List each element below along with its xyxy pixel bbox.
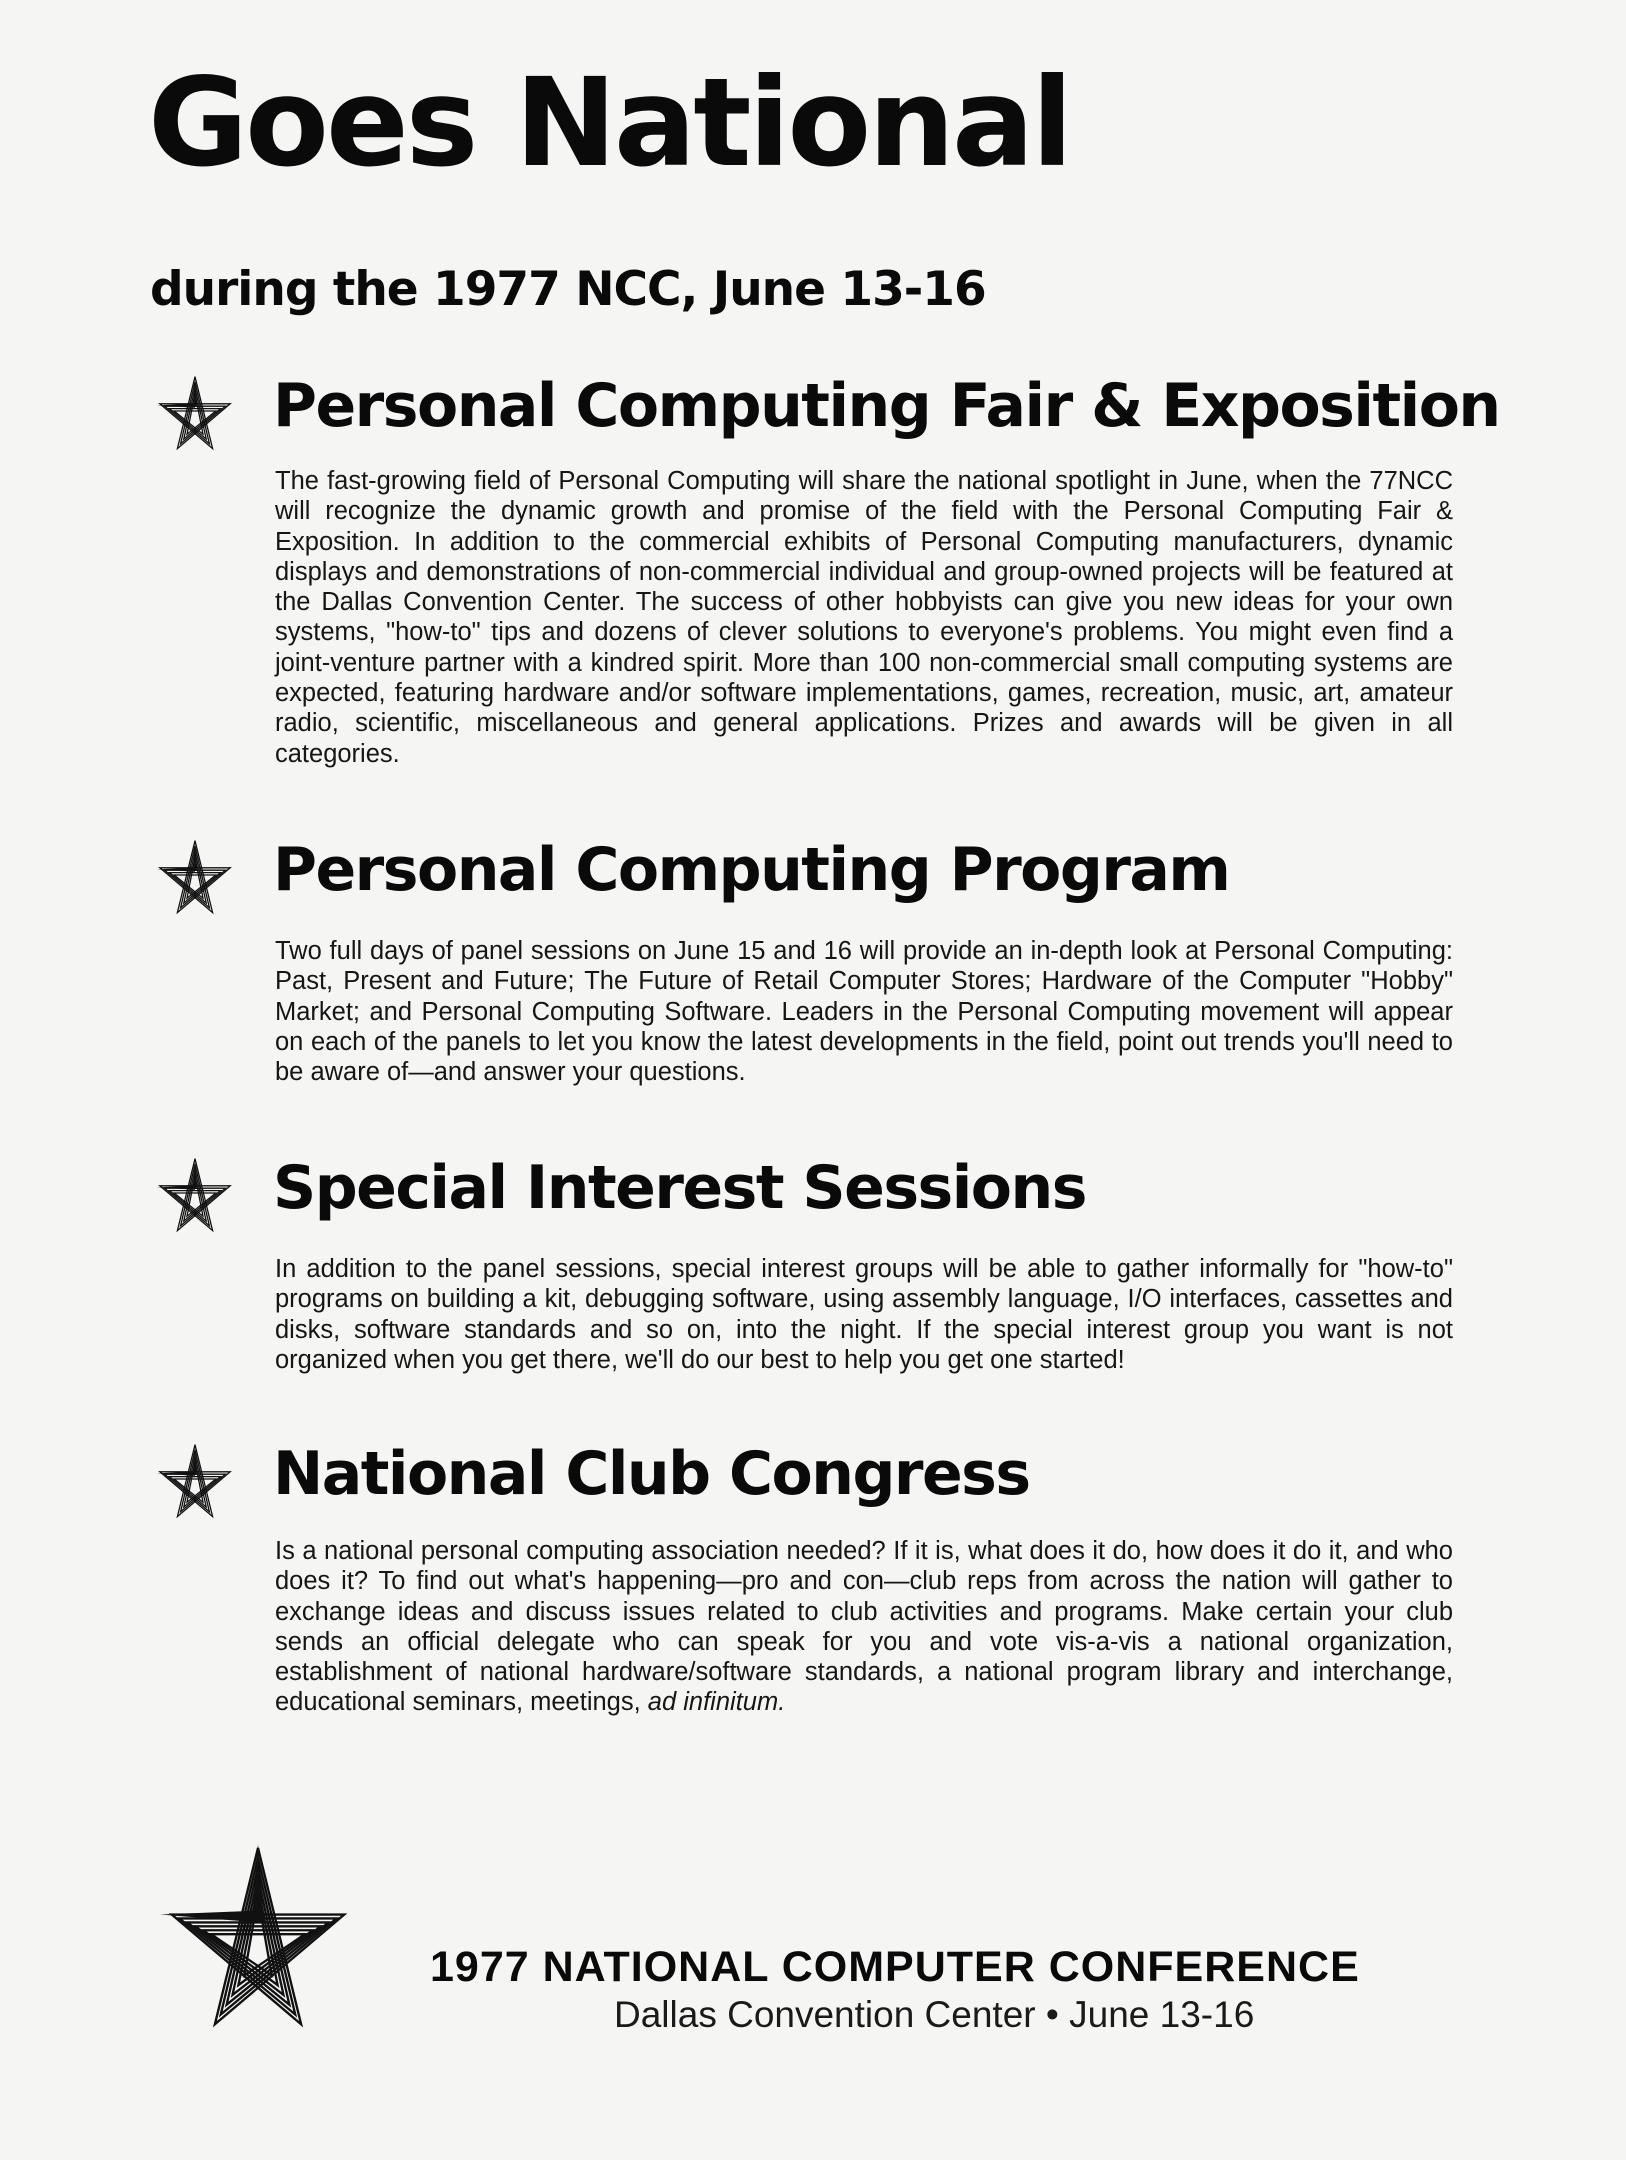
star-icon	[155, 372, 235, 458]
section-body-text: Is a national personal computing association needed? If it is, what does it do, how does it do it, and who does it? To find out what's happening—pro and con—club reps from across the nation will gather to exchange ideas and discuss issues related to club activities and programs. Make certain your club sends an official delegate who can speak for you and vote vis-a-vis a national organization, establishment of national hardware/software standards, a national program library and interchange, educational seminars, meetings,	[275, 1537, 1453, 1717]
conference-footer	[430, 1944, 1490, 2036]
section-body: Two full days of panel sessions on June 15 and 16 will provide an in-depth look at Personal Computing: Past, Present and Future; The Future of Retail Computer Stores; Hardware of the Computer "Hobby" Market; and Personal Computing Software. Leaders in the Personal Computing movement will appear on each of the panels to let you know the latest developments in the field, point out trends you'll need to be aware of—and answer your questions.	[275, 937, 1453, 1087]
star-icon	[155, 836, 235, 922]
section-body: In addition to the panel sessions, special interest groups will be able to gather informally for "how-to" programs on building a kit, debugging software, using assembly language, I/O interfaces, cassettes and disks, software standards and so on, into the night. If the special interest group you want is not organized when you get there, we'll do our best to help you get one started!	[275, 1255, 1453, 1374]
section-title: National Club Congress	[273, 1439, 1030, 1509]
star-icon	[155, 1154, 235, 1240]
headline: Goes National	[148, 52, 1071, 194]
star-icon	[155, 1440, 235, 1526]
section-title: Personal Computing Fair & Exposition	[273, 371, 1500, 441]
subheadline: during the 1977 NCC, June 13-16	[150, 262, 986, 317]
ncc-star-logo-icon	[160, 1836, 356, 2048]
section-title: Special Interest Sessions	[273, 1153, 1086, 1223]
conference-name: 1977 NATIONAL COMPUTER CONFERENCE	[430, 1943, 1360, 1991]
section-body: The fast-growing field of Personal Computing will share the national spotlight in June, when the 77NCC will recognize the dynamic growth and promise of the field with the Personal Computing Fair & Exposition. In addition to the commercial exhibits of Personal Computing manufacturers, dynamic displays and demonstrations of non-commercial individual and group-owned projects will be featured at the Dallas Convention Center. The success of other hobbyists can give you new ideas for your own systems, "how-to" tips and dozens of clever solutions to everyone's problems. You might even find a joint-venture partner with a kindred spirit. More than 100 non-commercial small computing systems are expected, featuring hardware and/or software implementations, games, recreation, music, art, amateur radio, scientific, miscellaneous and general applications. Prizes and awards will be given in all categories.	[275, 467, 1453, 768]
conference-venue: Dallas Convention Center • June 13-16	[614, 1994, 1255, 2036]
section-body	[275, 1536, 1453, 1718]
section-title: Personal Computing Program	[273, 835, 1230, 905]
section-body-italic: ad infinitum.	[647, 1688, 786, 1717]
